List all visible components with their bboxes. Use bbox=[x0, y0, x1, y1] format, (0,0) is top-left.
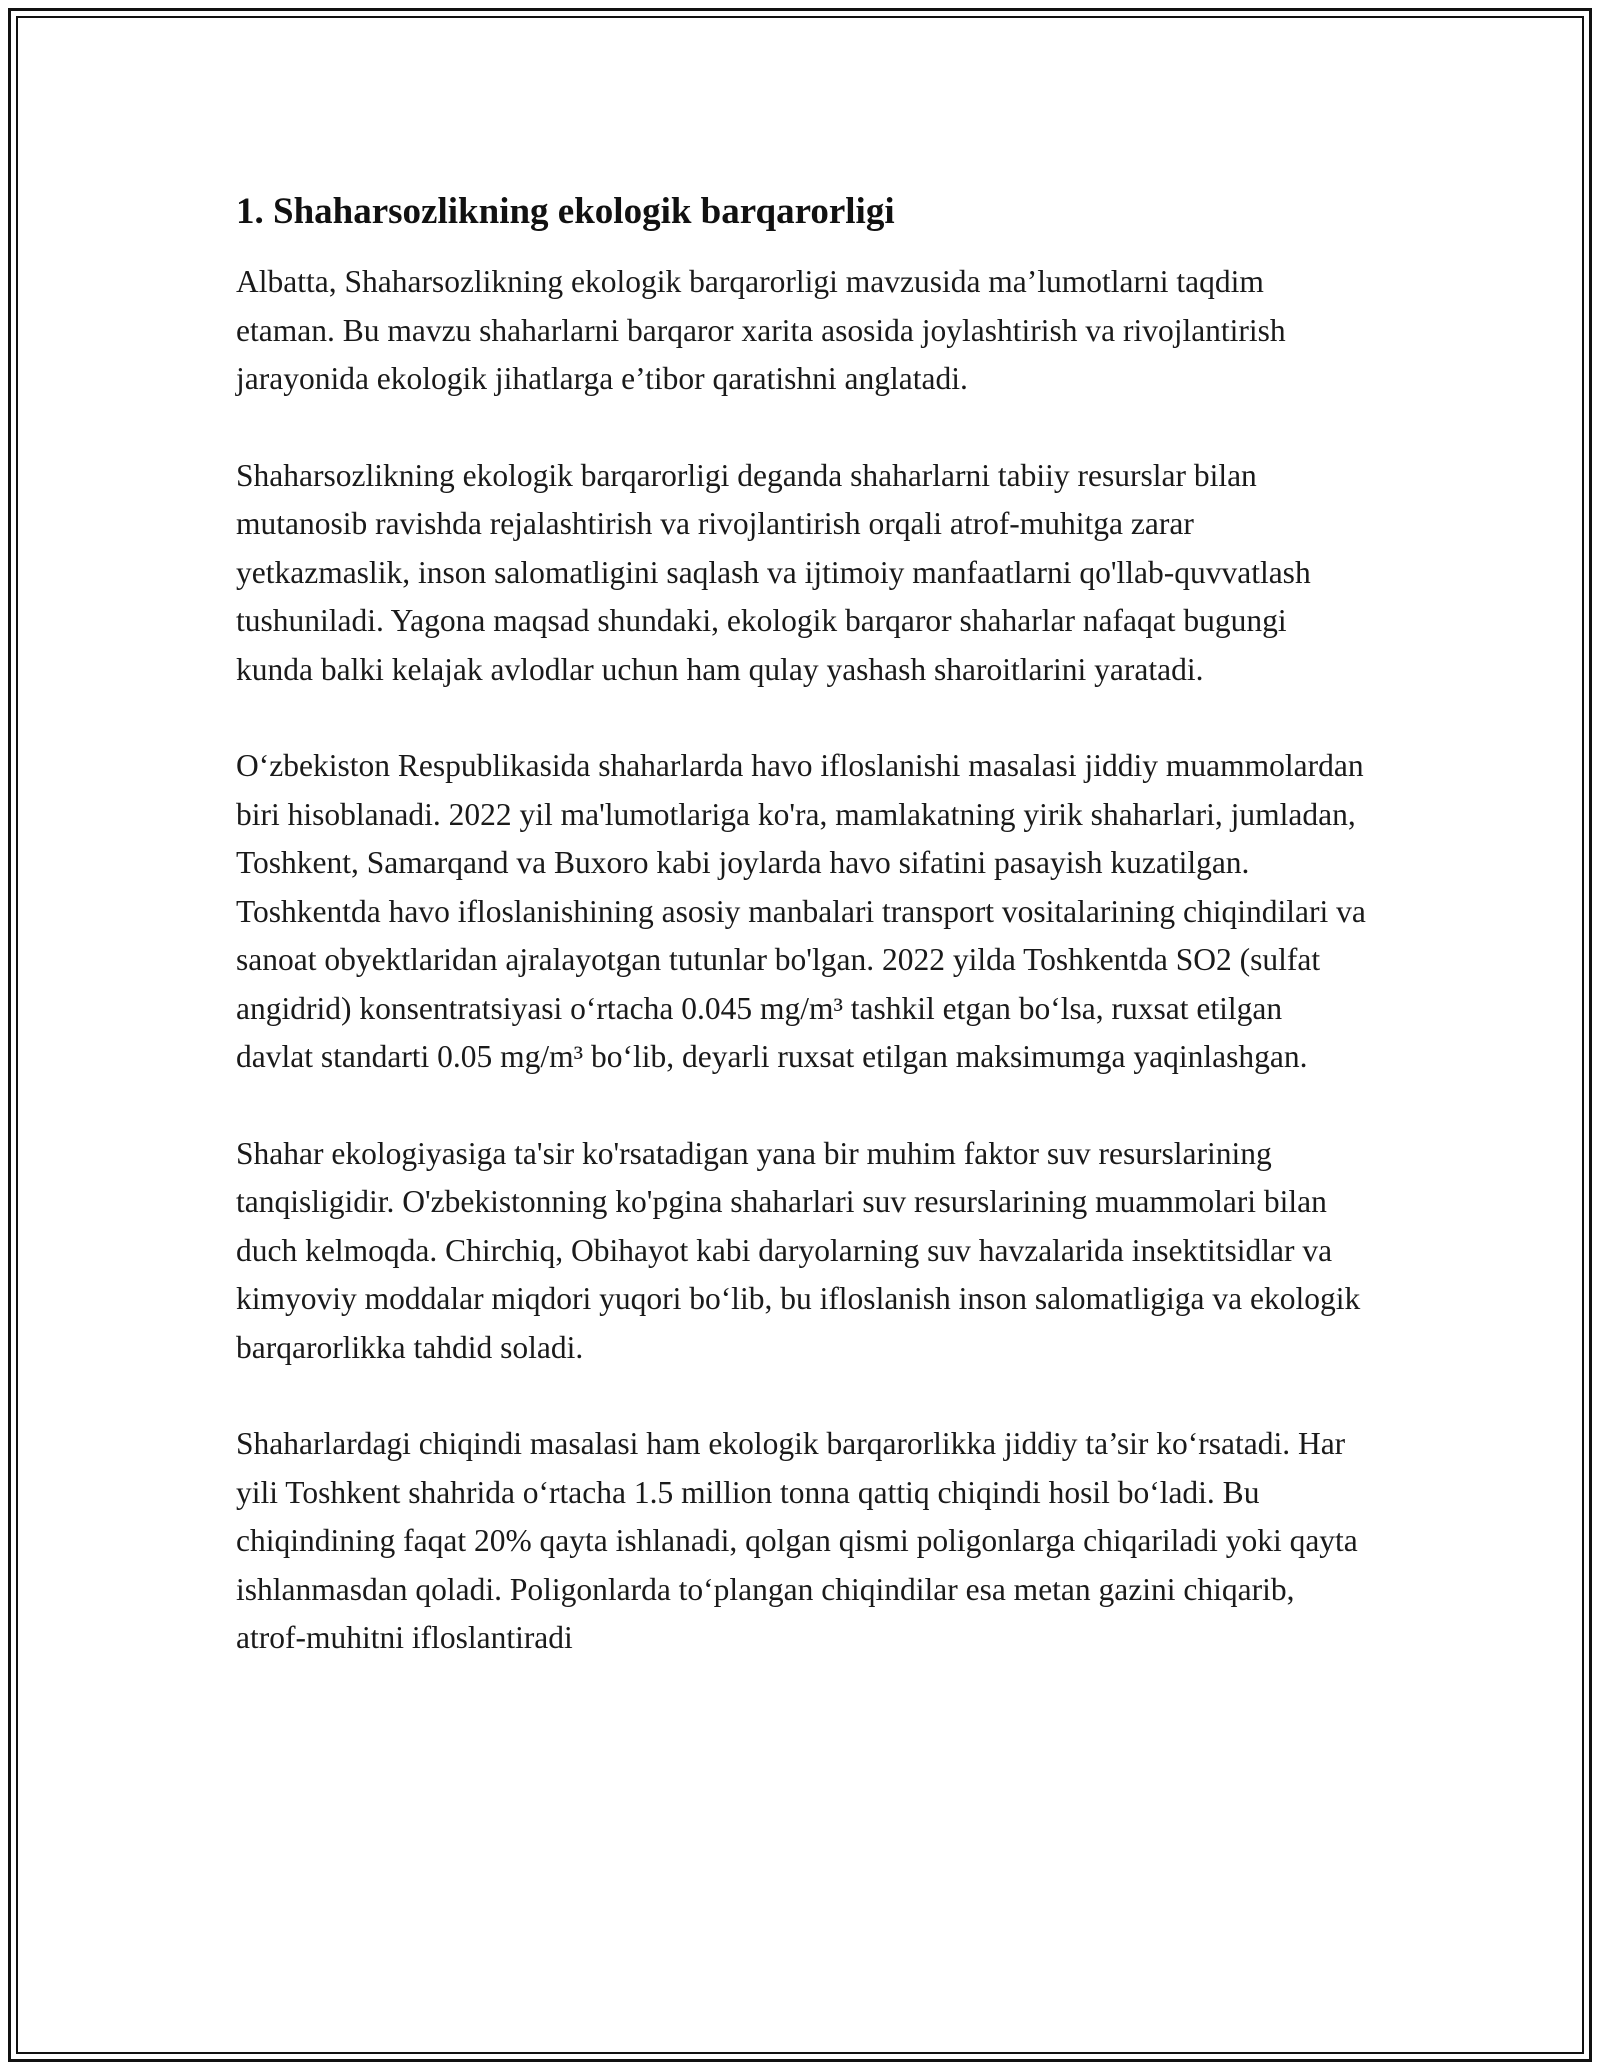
paragraph-definition: Shaharsozlikning ekologik barqarorligi deganda shaharlarni tabiiy resurslar bilan mutanosib ravishda rejalashtirish va rivojlantirish orqali atrof-muhitga zarar yetkazmaslik, inson salomatligini saqlash va ijtimoiy manfaatlarni qo'llab-quvvatlash tushuniladi. Yagona maqsad shundaki, ekologik barqaror shaharlar nafaqat bugungi kunda balki kelajak avlodlar uchun ham qulay yashash sharoitlarini yaratadi. bbox=[236, 457, 1311, 687]
section-heading: 1. Shaharsozlikning ekologik barqarorligi bbox=[236, 191, 895, 232]
paragraph-air-pollution: O‘zbekiston Respublikasida shaharlarda havo ifloslanishi masalasi jiddiy muammolardan biri hisoblanadi. 2022 yil ma'lumotlariga ko'ra, mamlakatning yirik shaharlari, jumladan, Toshkent, Samarqand va Buxoro kabi joylarda havo sifatini pasayish kuzatilgan. Toshkentda havo ifloslanishining asosiy manbalari transport vositalarining chiqindilari va sanoat obyektlaridan ajralayotgan tutunlar bo'lgan. 2022 yilda Toshkentda SO2 (sulfat angidrid) konsentratsiyasi o‘rtacha 0.045 mg/m³ tashkil etgan bo‘lsa, ruxsat etilgan davlat standarti 0.05 mg/m³ bo‘lib, deyarli ruxsat etilgan maksimumga yaqinlashgan. bbox=[236, 748, 1366, 1074]
paragraph-water-resources: Shahar ekologiyasiga ta'sir ko'rsatadigan yana bir muhim faktor suv resurslarining tanqisligidir. O'zbekistonning ko'pgina shaharlari suv resurslarining muammolari bilan duch kelmoqda. Chirchiq, Obihayot kabi daryolarning suv havzalarida insektitsidlar va kimyoviy moddalar miqdori yuqori bo‘lib, bu ifloslanish inson salomatligiga va ekologik barqarorlikka tahdid soladi. bbox=[236, 1135, 1361, 1365]
paragraph-waste: Shaharlardagi chiqindi masalasi ham ekologik barqarorlikka jiddiy ta’sir ko‘rsatadi. Har yili Toshkent shahrida o‘rtacha 1.5 million tonna qattiq chiqindi hosil bo‘ladi. Bu chiqindining faqat 20% qayta ishlanadi, qolgan qismi poligonlarga chiqariladi yoki qayta ishlanmasdan qoladi. Poligonlarda to‘plangan chiqindilar esa metan gazini chiqarib, atrof-muhitni ifloslantiradi bbox=[236, 1426, 1358, 1655]
document-body bbox=[236, 188, 1366, 1663]
paragraph-intro: Albatta, Shaharsozlikning ekologik barqarorligi mavzusida ma’lumotlarni taqdim etaman. Bu mavzu shaharlarni barqaror xarita asosida joylashtirish va rivojlantirish jarayonida ekologik jihatlarga e’tibor qaratishni anglatadi. bbox=[236, 264, 1286, 396]
